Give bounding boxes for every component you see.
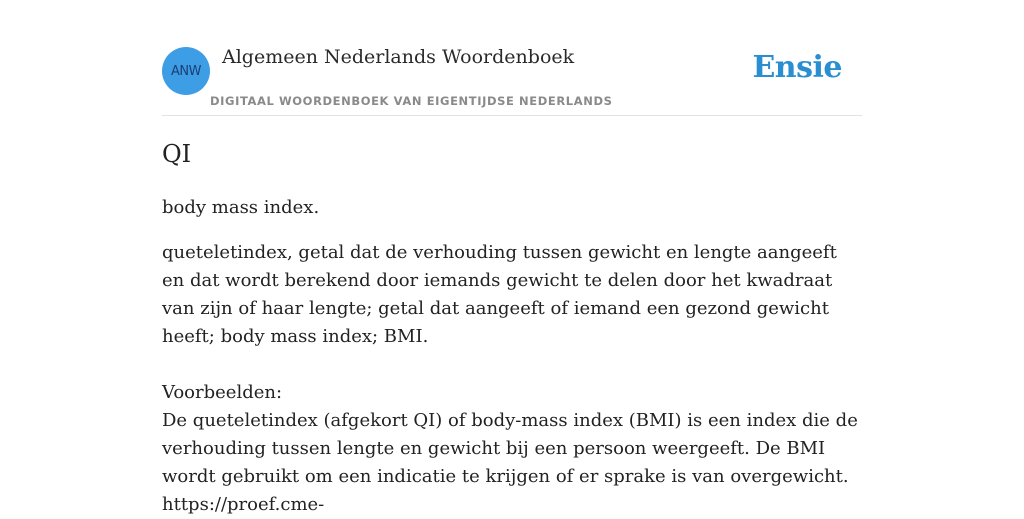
short-definition: body mass index.	[162, 197, 320, 218]
logo-text: ANW	[171, 63, 201, 79]
spacer	[162, 351, 862, 379]
site-title[interactable]: Algemeen Nederlands Woordenboek	[222, 46, 575, 68]
site-subtitle: DIGITAAL WOORDENBOEK VAN EIGENTIJDSE NEDERLANDS	[210, 94, 613, 108]
example-text: De queteletindex (afgekort QI) of body-mass index (BMI) is een index die de verhouding tussen lengte en gewicht bij een persoon weergeeft. De BMI wordt gebruikt om een indicatie te krijgen of er sprake is van overgewicht.	[162, 410, 858, 487]
ensie-brand-logo[interactable]: Ensie	[752, 50, 842, 85]
anw-logo[interactable]	[162, 47, 210, 95]
definition-block	[162, 239, 862, 519]
example-source-link[interactable]: https://proef.cme-	[162, 494, 325, 515]
examples-label: Voorbeelden:	[162, 382, 283, 403]
page-container	[162, 0, 862, 515]
header	[162, 0, 862, 116]
definition-text: queteletindex, getal dat de verhouding tussen gewicht en lengte aangeeft en dat wordt berekend door iemands gewicht te delen door het kwadraat van zijn of haar lengte; getal dat aangeeft of iemand een gezond gewicht heeft; body mass index; BMI.	[162, 242, 837, 347]
entry-term: QI	[162, 140, 192, 168]
